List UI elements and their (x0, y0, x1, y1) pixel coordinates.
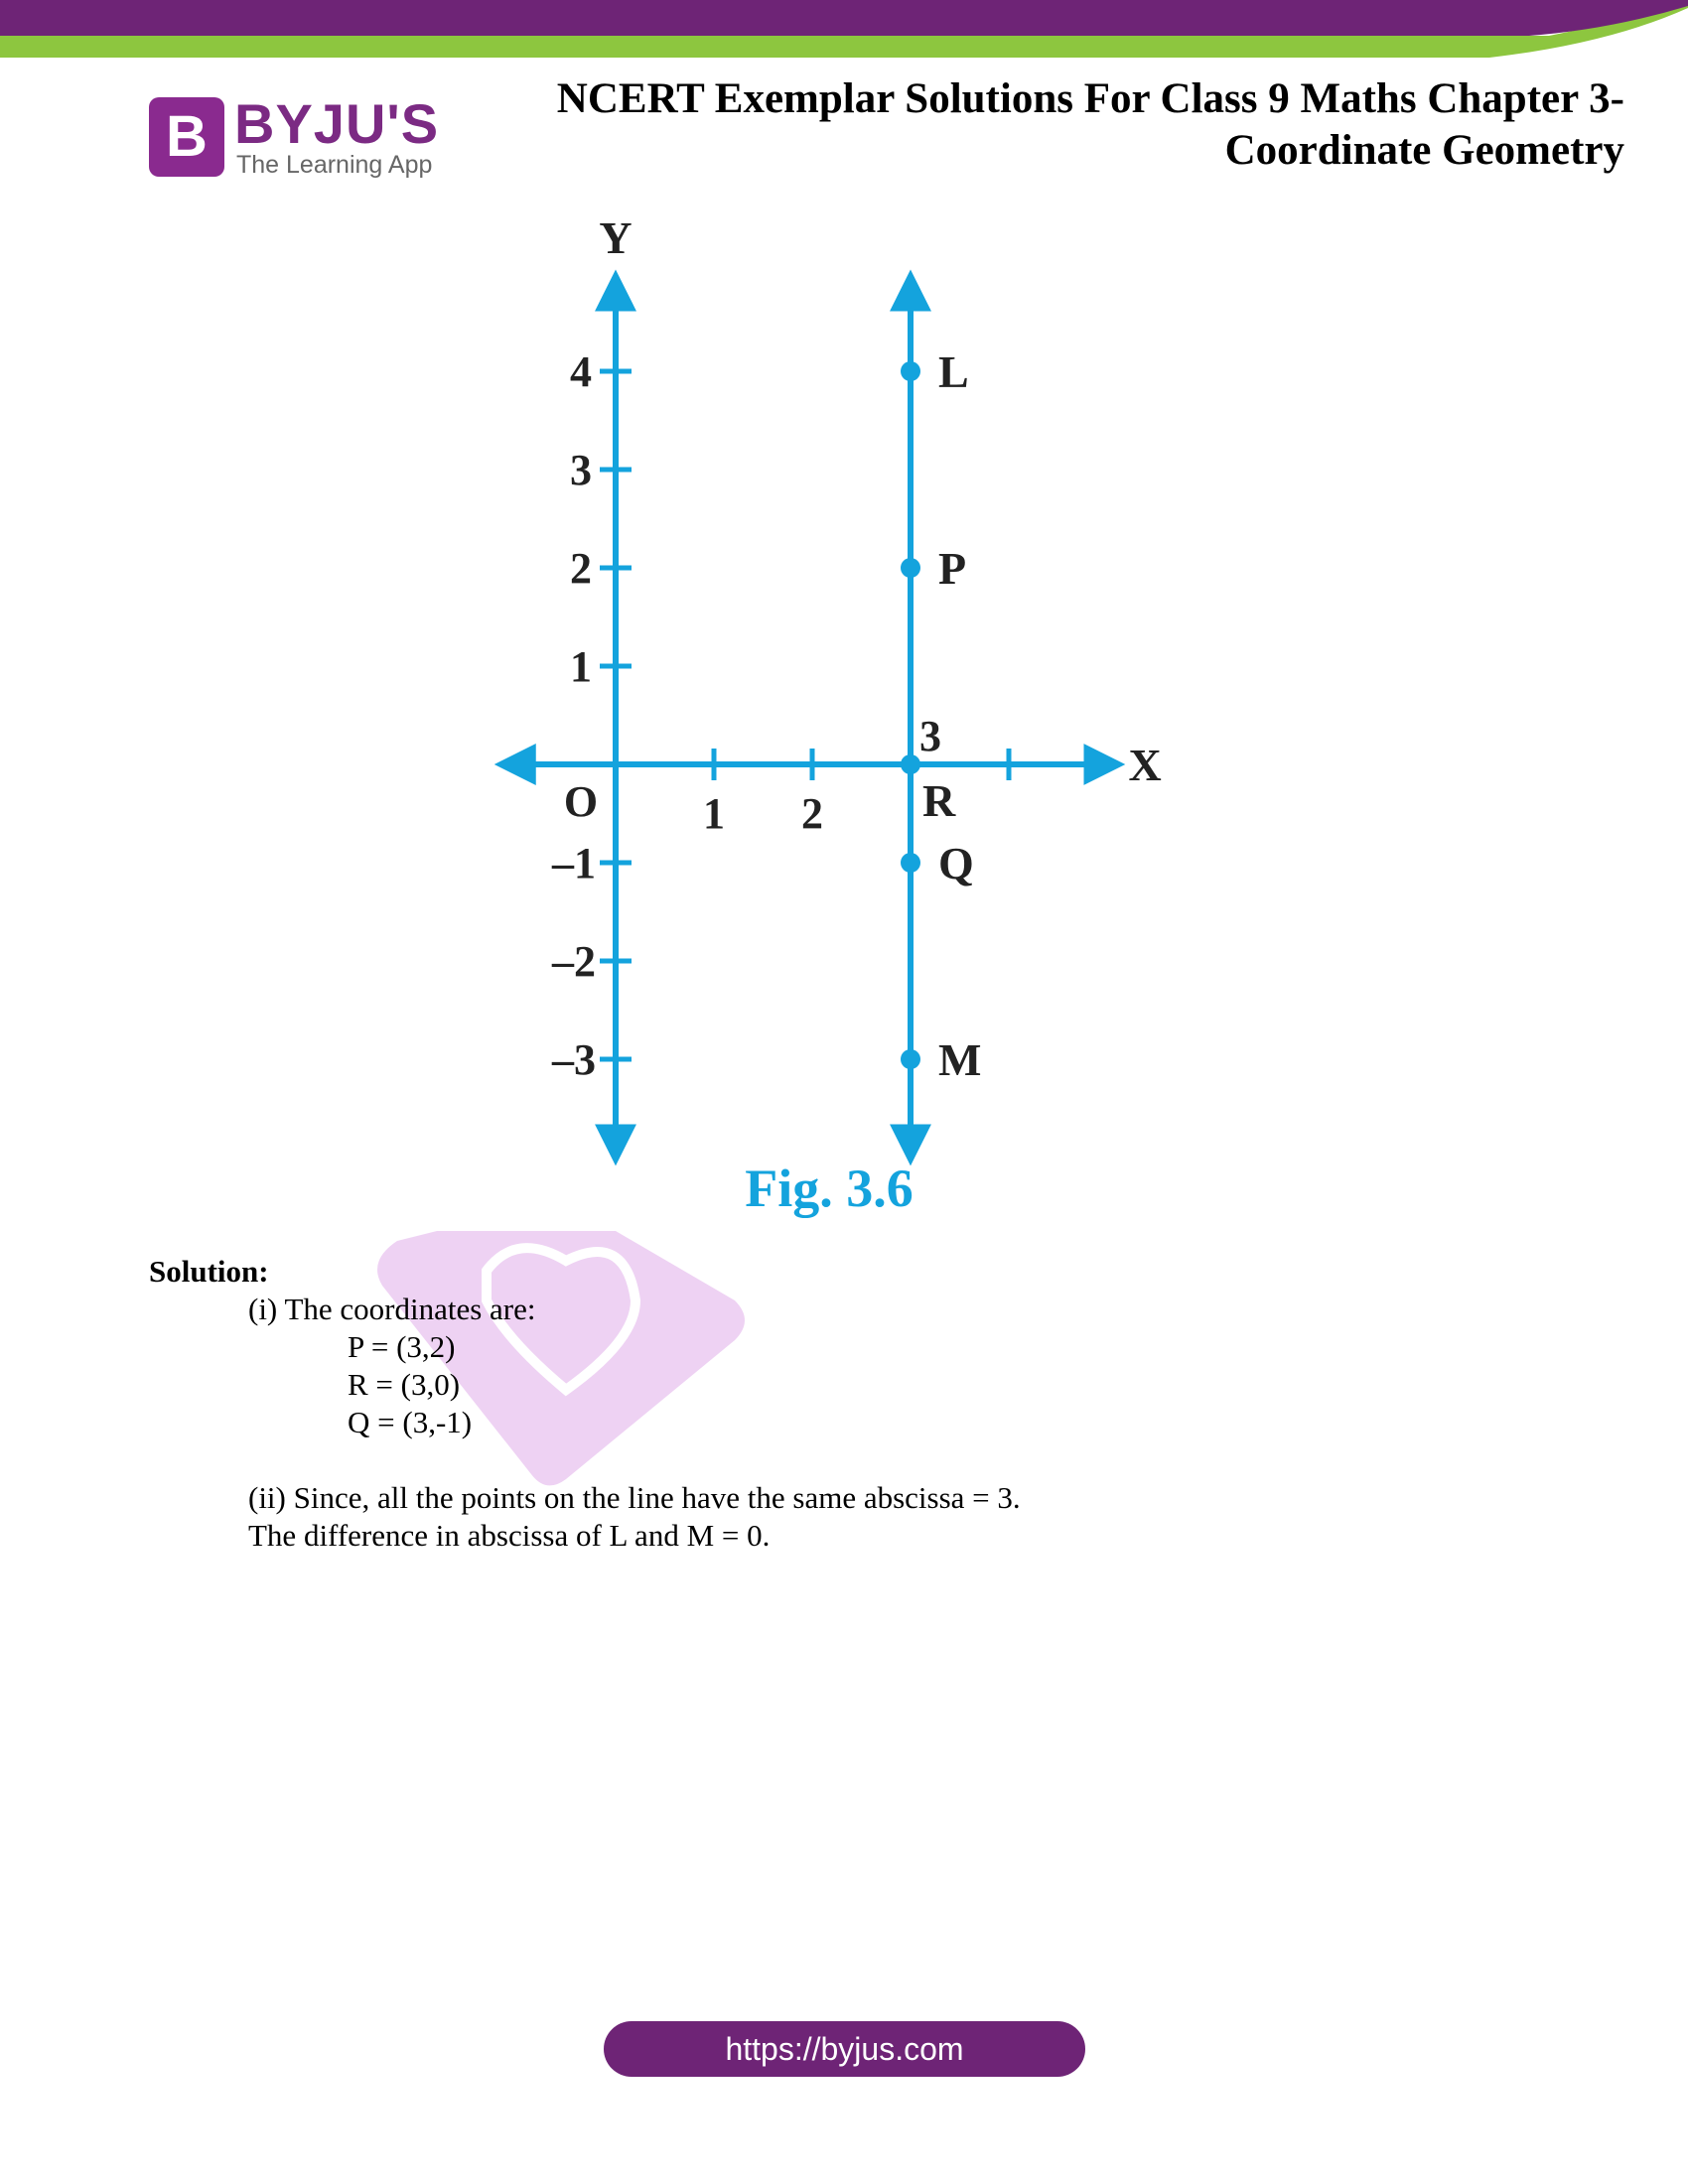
part2-line-1: (ii) Since, all the points on the line have the same abscissa = 3. (248, 1480, 1021, 1515)
coord-q: Q = (3,-1) (348, 1405, 473, 1439)
solution-section (149, 1253, 1440, 1555)
point-label-q: Q (938, 838, 974, 888)
y-tick-label: –3 (552, 1035, 596, 1084)
logo-name: BYJU'S (234, 92, 440, 155)
logo-tagline: The Learning App (236, 151, 433, 179)
title-line-2: Coordinate Geometry (1224, 127, 1624, 174)
title-line-1: NCERT Exemplar Solutions For Class 9 Maths Chapter 3- (556, 75, 1624, 122)
part1-intro: (i) The coordinates are: (248, 1292, 536, 1326)
origin-label: O (563, 777, 599, 826)
coordinate-figure (477, 213, 1192, 1226)
y-tick-label: 3 (570, 446, 592, 494)
solution-heading: Solution: (149, 1254, 269, 1289)
top-color-band (0, 0, 1688, 60)
coord-p: P = (3,2) (348, 1329, 456, 1364)
x-tick-label: 2 (801, 789, 823, 838)
figure-caption: Fig. 3.6 (745, 1159, 914, 1218)
point-label-m: M (938, 1034, 982, 1085)
y-axis-label: Y (599, 213, 633, 263)
point-label-p: P (938, 543, 967, 594)
point-l (901, 361, 920, 381)
y-tick-label: 1 (570, 642, 592, 691)
part2-line-2: The difference in abscissa of L and M = 0. (248, 1518, 771, 1553)
y-tick-label: –1 (552, 839, 596, 887)
x-tick-label: 1 (703, 789, 725, 838)
y-tick-label: 4 (570, 347, 592, 396)
x-axis-label: X (1128, 740, 1162, 790)
point-q (901, 853, 920, 873)
point-m (901, 1049, 920, 1069)
page-title (433, 73, 1624, 177)
y-tick-label: 2 (570, 544, 592, 593)
footer-url-link[interactable]: https://byjus.com (604, 2021, 1085, 2077)
x-tick-label: 3 (919, 712, 941, 760)
point-r (901, 754, 920, 774)
coord-r: R = (3,0) (348, 1367, 461, 1402)
point-p (901, 558, 920, 578)
byjus-logo (149, 92, 447, 181)
point-label-l: L (938, 346, 969, 397)
logo-letter: B (166, 104, 208, 169)
y-tick-label: –2 (552, 937, 596, 986)
point-label-r: R (922, 775, 956, 826)
logo-badge (149, 97, 224, 177)
